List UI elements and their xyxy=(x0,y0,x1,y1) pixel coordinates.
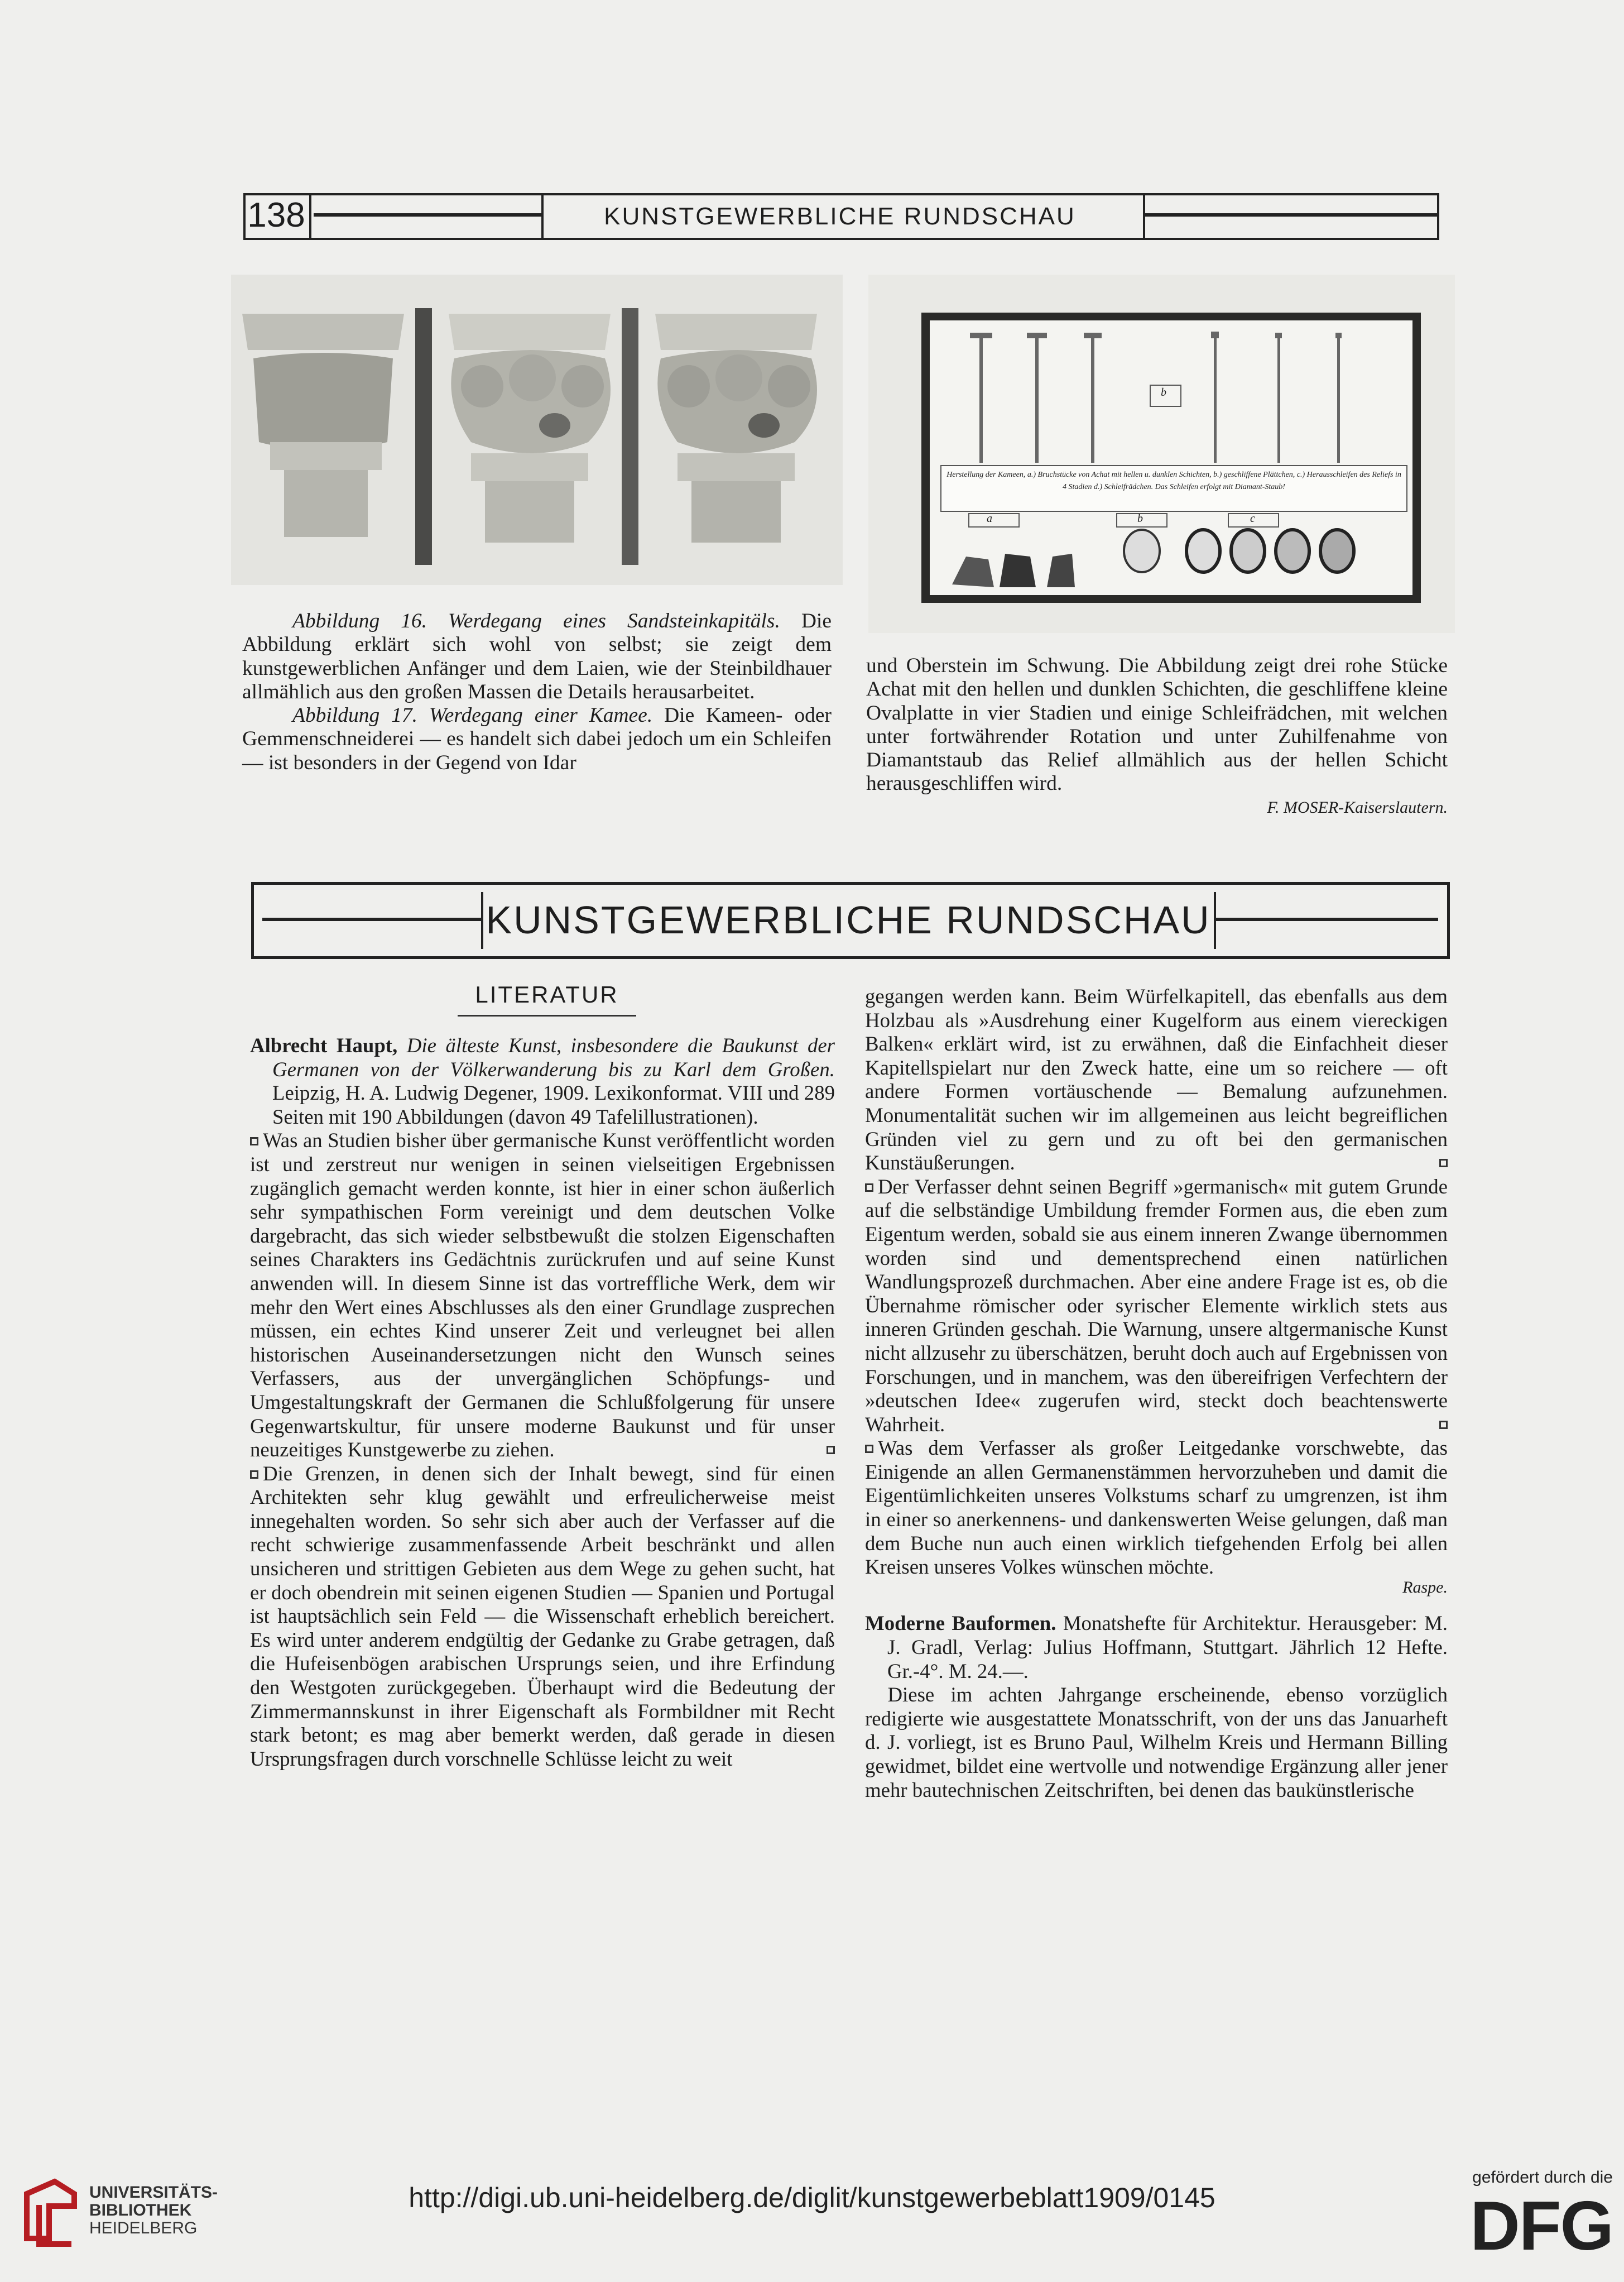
header-rule-right xyxy=(1144,213,1437,217)
dfg-logo: DFG xyxy=(1470,2188,1613,2265)
figure-16-photo xyxy=(231,275,843,585)
review2-title: Moderne Bauformen. xyxy=(865,1612,1056,1635)
review2-pub: Monatshefte für Architektur. Herausgeber: M. J. Gradl, Verlag: Julius Hoffmann, Stuttgart. Jährlich 12 Hefte. Gr.-4°. M. 24.—. xyxy=(887,1612,1448,1682)
review1-paragraph-3: Der Verfasser dehnt seinen Begriff »germanisch« mit gutem Grunde auf die selbständige Umbildung fremder Formen aus, die eben zum Eigentum werden, sobald sie aus einem inneren Zwange übernommen worden sind und dementsprechend einen natürlichen Wandlungsprozeß durchmachen. Aber eine andere Frage ist es, ob die Übernahme römischer oder syrischer Elemente wirklich stets aus inneren Gründen geschah. Die Warnung, unsere altgermanische Kunst nicht allzusehr zu überschätzen, beruht doch auch auf Ergebnissen von Forschungen, und in manchem, was den übereifrigen Verfechtern der »deutschen Idee« zugerufen wird, steckt doch beachtenswerte Wahrheit. xyxy=(865,1174,1448,1436)
library-name-line-3: HEIDELBERG xyxy=(89,2219,198,2237)
page-number: 138 xyxy=(243,193,311,240)
subheading-underline xyxy=(458,1015,636,1017)
section-rule-right xyxy=(1215,918,1438,921)
marker-b: b xyxy=(1137,512,1143,525)
library-name-line-2: BIBLIOTHEK xyxy=(89,2201,192,2219)
fig17-label: Abbildung 17. xyxy=(292,704,417,727)
paragraph-mark-icon xyxy=(250,1137,258,1145)
funding-note: gefördert durch die xyxy=(1472,2168,1613,2187)
marker-c: c xyxy=(1250,512,1255,525)
caption-left xyxy=(242,610,832,775)
fig17-signature: F. MOSER-Kaiserslautern. xyxy=(1267,798,1448,817)
library-name-line-1: UNIVERSITÄTS- xyxy=(89,2183,218,2202)
section-title: KUNSTGEWERBLICHE RUNDSCHAU xyxy=(486,898,1211,942)
running-title: KUNSTGEWERBLICHE RUNDSCHAU xyxy=(604,203,1076,230)
header-divider xyxy=(1143,193,1145,240)
review1-title: Die älteste Kunst, insbesondere die Baukunst der Germanen von der Völkerwanderung bis zu Karl dem Großen. xyxy=(272,1034,835,1081)
marker-a: a xyxy=(987,512,992,525)
review1-paragraph-2-cont: gegangen werden kann. Beim Würfelkapitell, das ebenfalls aus dem Holzbau als »Ausdrehung einer Kugelform aus einem viereckigen Balken« erklärt wird, ist zu erwähnen, daß die Einfachheit dieser Kapitellspielart nur den Zweck hatte, eine um so reichere — oft andere Formen vortäuschende — Bemalung aufzunehmen. Monumentalität suchen wir im allgemeinen aus leicht begreiflichen Gründen viel zu gern und zu oft bei den germanischen Kunstäußerungen. xyxy=(865,985,1448,1174)
paragraph-end-icon xyxy=(1439,1421,1448,1429)
fig17-text-right: und Oberstein im Schwung. Die Abbildung zeigt drei rohe Stücke Achat mit den hellen und dunklen Schichten, die geschliffene kleine Ovalplatte in vier Stadien und einige Schleifrädchen, mit welchen unter fortwährender Rotation und unter Zuhilfenahme von Diamantstaub das Relief allmählich aus der hellen Schicht herausgeschliffen wird. xyxy=(866,654,1448,795)
review1-author: Albrecht Haupt, xyxy=(250,1034,398,1057)
paragraph-mark-icon xyxy=(865,1445,873,1453)
marker-b-top: b xyxy=(1161,386,1166,399)
paragraph-end-icon xyxy=(827,1446,835,1454)
paragraph-mark-icon xyxy=(865,1183,873,1192)
sandstone-capitals-illustration xyxy=(231,275,843,585)
paragraph-mark-icon xyxy=(250,1470,258,1479)
fig16-label: Abbildung 16. xyxy=(292,610,427,632)
figure-17-label-strip: Herstellung der Kameen, a.) Bruchstücke von Achat mit hellen u. dunklen Schichten, b.) geschliffene Plättchen, c.) Herausschleifen des Reliefs in 4 Stadien d.) Schleifrädchen. Das Schleifen erfolgt mit Diamant-Staub! xyxy=(946,471,1401,491)
fig16-text: Die Abbildung erklärt sich wohl von selbst; sie zeigt dem kunstgewerblichen Anfänger und dem Laien, wie der Steinbildhauer allmählich aus den großen Massen die Details herausarbeitet. xyxy=(242,610,832,703)
subheading-literatur: LITERATUR xyxy=(475,981,619,1008)
section-rule-left xyxy=(262,918,481,921)
column-left xyxy=(250,1034,835,1771)
cameo-board-illustration xyxy=(868,275,1455,633)
fig17-title: Werdegang einer Kamee. xyxy=(429,704,653,727)
review1-signature: Raspe. xyxy=(1402,1578,1448,1597)
source-url-link[interactable]: http://digi.ub.uni-heidelberg.de/diglit/kunstgewerbeblatt1909/0145 xyxy=(409,2182,1215,2213)
header-rule-left xyxy=(314,213,542,217)
review1-paragraph-2: Die Grenzen, in denen sich der Inhalt bewegt, sind für einen Architekten sehr klug gewählt und erfreulicherweise meist innegehalten worden. So sehr sich aber auch der Verfasser auf die recht schwierige zusammenfassende Arbeit beschränkt und allen unsicheren und strittigen Gebieten aus dem Wege zu gehen sucht, hat er doch obendrein mit seinen eigenen Studien — Spanien und Portugal ist hauptsächlich sein Feld — die Wissenschaft erheblich bereichert. Es wird unter anderem endgültig der Gedanke zu Grabe getragen, daß die Hufeisenbögen arabischen Ursprungs seien, und ihre Erfindung den Westgoten zurückgegeben. Überhaupt wird die Bedeutung der Zimmermannskunst in ihrer Eigenschaft als Formbildner mit Recht stark betont; es mag aber bemerkt werden, daß gerade in diesen Ursprungsfragen durch vorschnelle Schlüsse leicht zu weit xyxy=(250,1461,835,1770)
paragraph-end-icon xyxy=(1439,1159,1448,1167)
column-right xyxy=(865,985,1448,1802)
figure-17-photo xyxy=(868,275,1455,633)
review1-paragraph-4: Was dem Verfasser als großer Leitgedanke vorschwebte, das Einigende an allen Germanenstämmen hervorzuheben und damit die Eigentümlichkeiten unseres Volkstums scharf zu umgrenzen, ist ihm in einer so anerkennens- und dankenswerten Weise gelungen, daß man dem Buche nun auch einen wirklich tiefgehenden Erfolg bei allen Kreisen unseres Volkes wünschen möchte. xyxy=(865,1436,1448,1579)
review1-paragraph-1: Was an Studien bisher über germanische Kunst veröffentlicht worden ist und zerstreut nur wenigen in seinen vielseitigen Ergebnissen zugänglich gemacht werden konnte, ist hier in einer schon äußerlich sehr sympathischen Form vereinigt und dem deutschen Volke dargebracht, das sich wieder selbstbewußt die stolzen Eigenschaften seines Charakters ins Gedächtnis zurückrufen und auf seine Kunst anwenden will. In diesem Sinne ist das vortreffliche Werk, dem wir mehr den Wert eines Abschlusses als den einer Grundlage zusprechen müssen, ein echtes Kind unserer Zeit und verleugnet bei allen historischen Auseinandersetzungen nicht den Wunsch seines Verfassers, aus der unvergänglichen Schöpfungs- und Umgestaltungskraft der Germanen die Schlußfolgerung für unsere Gegenwartskultur, für unsere moderne Baukunst und für unser neuzeitiges Kunstgewerbe zu ziehen. xyxy=(250,1129,835,1461)
review2-citation xyxy=(865,1612,1448,1683)
fig16-title: Werdegang eines Sandsteinkapitäls. xyxy=(448,610,780,632)
review1-citation xyxy=(250,1034,835,1129)
review2-paragraph-1: Diese im achten Jahrgange erscheinende, ebenso vorzüglich redigierte wie ausgestattete Monatsschrift, von der uns das Januarheft d. J. vorliegt, ist es Bruno Paul, Wilhelm Kreis und Hermann Billing gewidmet, bildet eine wertvolle und notwendige Ergänzung aller jener mehr bautechnischen Zeitschriften, bei denen das baukünstlerische xyxy=(865,1683,1448,1801)
review1-pub: Leipzig, H. A. Ludwig Degener, 1909. Lexikonformat. VIII und 289 Seiten mit 190 Abbildungen (davon 49 Tafelillustrationen). xyxy=(272,1081,835,1128)
fig17-text-left: Die Kameen- oder Gemmenschneiderei — es handelt sich dabei jedoch um ein Schleifen — ist besonders in der Gegend von Idar xyxy=(242,704,832,774)
caption-right xyxy=(866,654,1448,819)
